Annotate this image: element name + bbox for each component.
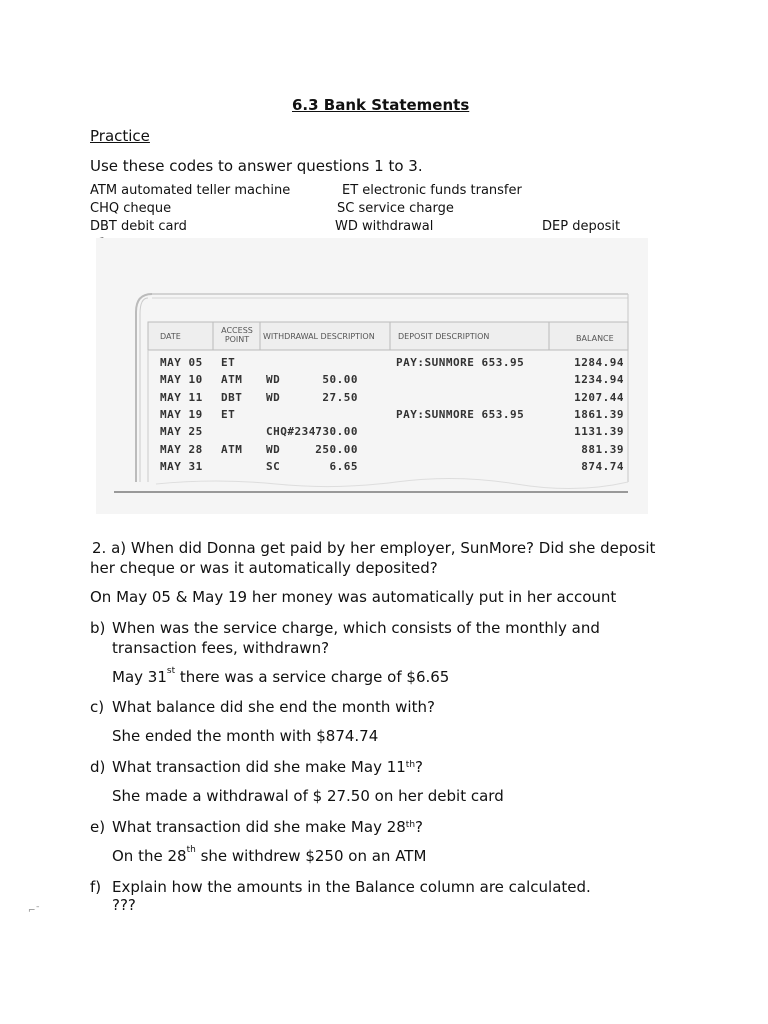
row-balance: 1861.39 <box>574 407 624 421</box>
header-deposit-description: DEPOSIT DESCRIPTION <box>398 332 490 341</box>
code-chq: CHQ cheque <box>90 201 172 216</box>
row-date: MAY 31 <box>160 459 203 473</box>
question-2e-label: e) <box>90 818 106 836</box>
bank-statement-image <box>96 238 648 514</box>
code-dbt: DBT debit card <box>90 219 187 234</box>
row-balance: 1131.39 <box>574 425 624 439</box>
header-balance: BALANCE <box>576 334 614 343</box>
answer-2c: She ended the month with $874.74 <box>112 727 379 745</box>
row-balance: 874.74 <box>581 459 624 473</box>
row-withdrawal-amount: 27.50 <box>322 390 358 404</box>
header-access-point: ACCESS POINT <box>221 326 253 344</box>
question-2d-label: d) <box>90 758 106 776</box>
intro-text: Use these codes to answer questions 1 to 3. <box>90 157 423 175</box>
question-2f-text: Explain how the amounts in the Balance column are calculated. <box>112 878 591 896</box>
row-date: MAY 05 <box>160 356 203 369</box>
question-2f <box>90 877 591 897</box>
question-2d <box>90 757 423 777</box>
row-withdrawal-description: CHQ#234 <box>266 425 316 439</box>
row-withdrawal-amount: 50.00 <box>322 373 358 387</box>
row-withdrawal-description: SC <box>266 459 281 473</box>
row-access-point: ATM <box>221 442 243 456</box>
question-2a-line-1: 2. a) When did Donna get paid by her employer, SunMore? Did she deposit <box>92 539 656 557</box>
question-2e-text: What transaction did she make May 28 <box>112 818 406 836</box>
question-2a-line-2: her cheque or was it automatically deposited? <box>90 559 438 577</box>
answer-2e-text: On the 28 <box>112 847 187 865</box>
answer-2b-text: May 31 <box>112 668 167 686</box>
row-balance: 1207.44 <box>574 390 624 404</box>
question-2b <box>90 618 600 638</box>
question-2b-line-1: When was the service charge, which consists of the monthly and <box>112 619 600 637</box>
row-deposit-description: PAY:SUNMORE 653.95 <box>396 407 525 421</box>
row-access-point: ATM <box>221 373 243 387</box>
answer-2d: She made a withdrawal of $ 27.50 on her debit card <box>112 787 504 805</box>
row-balance: 1234.94 <box>574 373 624 387</box>
question-2f-label: f) <box>90 878 102 896</box>
answer-2e <box>112 847 426 865</box>
answer-2b-suffix: st <box>166 666 176 676</box>
answer-2b <box>112 668 449 686</box>
row-date: MAY 19 <box>160 407 203 421</box>
row-withdrawal-amount: 730.00 <box>315 425 358 439</box>
row-date: MAY 11 <box>160 390 203 404</box>
answer-2e-suffix: th <box>186 845 196 855</box>
row-access-point: ET <box>221 407 236 421</box>
row-date: MAY 25 <box>160 425 203 439</box>
question-2e-suffix: th <box>405 820 416 830</box>
question-2b-label: b) <box>90 619 106 637</box>
row-withdrawal-description: WD <box>266 442 281 456</box>
code-et: ET electronic funds transfer <box>342 183 522 198</box>
row-date: MAY 10 <box>160 373 203 387</box>
row-balance: 881.39 <box>581 442 624 456</box>
code-sc: SC service charge <box>337 201 454 216</box>
row-deposit-description: PAY:SUNMORE 653.95 <box>396 356 525 369</box>
row-withdrawal-amount: 250.00 <box>315 442 358 456</box>
question-2c-label: c) <box>90 698 105 716</box>
question-2e-mark: ? <box>415 818 423 836</box>
stray-mark: ⌐¯ <box>28 906 41 916</box>
row-balance: 1284.94 <box>574 356 624 369</box>
question-2d-text: What transaction did she make May 11 <box>112 758 406 776</box>
question-2d-suffix: th <box>405 760 416 770</box>
answer-2f: ??? <box>112 896 136 914</box>
question-2d-mark: ? <box>415 758 423 776</box>
question-2e <box>90 817 423 837</box>
header-date: DATE <box>160 332 181 341</box>
page-title: 6.3 Bank Statements <box>292 96 470 114</box>
question-2c <box>90 697 435 717</box>
answer-2a: On May 05 & May 19 her money was automatically put in her account <box>90 588 617 606</box>
answer-2b-rest: there was a service charge of $6.65 <box>175 668 450 686</box>
question-2c-text: What balance did she end the month with? <box>112 698 435 716</box>
question-2b-line-2: transaction fees, withdrawn? <box>112 639 330 657</box>
row-access-point: ET <box>221 356 236 369</box>
code-wd: WD withdrawal <box>335 219 434 234</box>
header-withdrawal-description: WITHDRAWAL DESCRIPTION <box>263 332 375 341</box>
row-withdrawal-description: WD <box>266 373 281 387</box>
section-heading: Practice <box>90 127 150 145</box>
code-dep: DEP deposit <box>542 219 621 234</box>
row-withdrawal-description: WD <box>266 390 281 404</box>
row-date: MAY 28 <box>160 442 203 456</box>
row-access-point: DBT <box>221 390 243 404</box>
answer-2e-rest: she withdrew $250 on an ATM <box>195 847 427 865</box>
code-atm: ATM automated teller machine <box>90 183 291 198</box>
row-withdrawal-amount: 6.65 <box>329 459 358 473</box>
